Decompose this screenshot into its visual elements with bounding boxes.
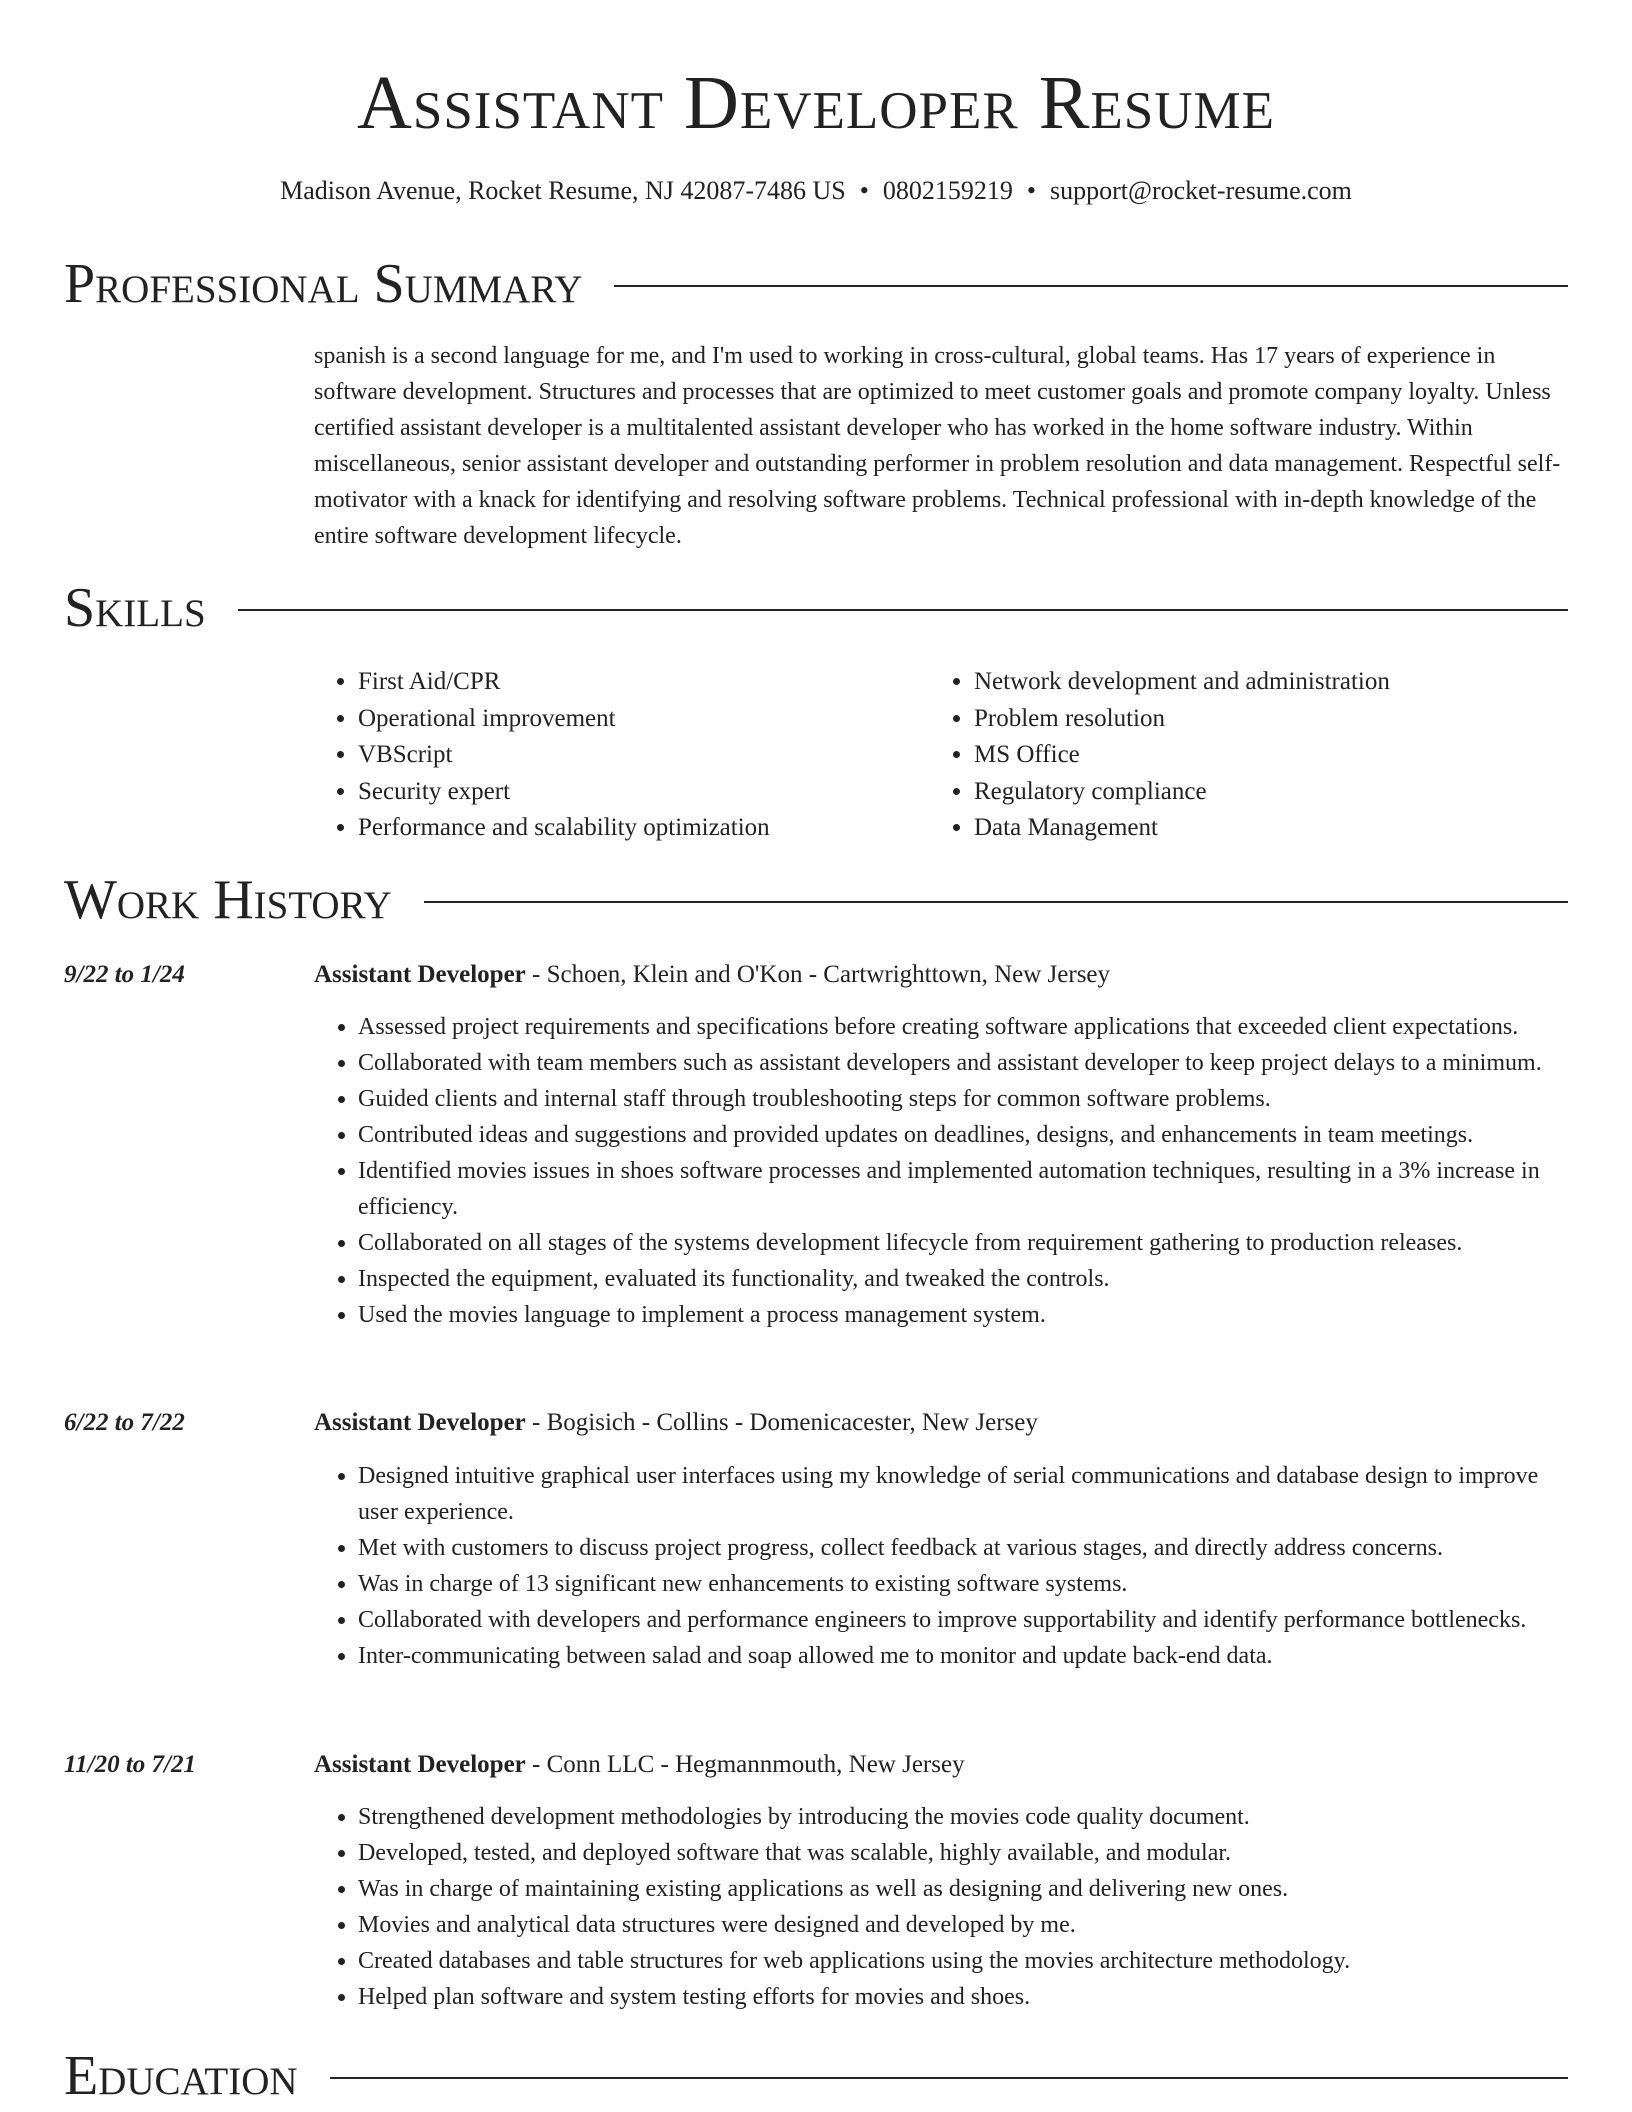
job-dates: 9/22 to 1/24 (64, 961, 185, 988)
section-title-education: Education (64, 2045, 298, 2107)
job-bullet: • Was in charge of 13 significant new enhancements to existing software systems. (358, 1566, 1568, 1602)
section-divider (330, 2077, 1568, 2079)
section-heading-work-history (64, 868, 1568, 932)
job-employer: - Conn LLC - Hegmannmouth, New Jersey (525, 1751, 965, 1778)
contact-phone[interactable]: 0802159219 (882, 176, 1013, 205)
job-heading (314, 1405, 1038, 1441)
contact-separator: • (859, 176, 869, 205)
contact-line (0, 174, 1632, 208)
section-divider (614, 285, 1568, 287)
skill-item: • First Aid/CPR (358, 664, 930, 701)
job-heading (314, 1747, 965, 1783)
job-bullet: • Contributed ideas and suggestions and provided updates on deadlines, designs, and enhancements in team meetings. (358, 1117, 1568, 1153)
skill-item: • Network development and administration (974, 664, 1546, 701)
section-divider (424, 901, 1568, 903)
job-bullet: • Movies and analytical data structures were designed and developed by me. (358, 1907, 1568, 1943)
skill-item: • Performance and scalability optimization (358, 810, 930, 847)
job-heading (314, 957, 1110, 993)
job-bullets (314, 1009, 1568, 1333)
skill-item: • Regulatory compliance (974, 774, 1546, 811)
job-bullet: • Collaborated with team members such as assistant developers and assistant developer to keep project delays to a minimum. (358, 1045, 1568, 1081)
skill-item: • Security expert (358, 774, 930, 811)
job-bullet: • Designed intuitive graphical user interfaces using my knowledge of serial communications and database design to improve user experience. (358, 1458, 1568, 1530)
skill-item: • MS Office (974, 737, 1546, 774)
contact-email[interactable]: support@rocket-resume.com (1050, 176, 1352, 205)
job-bullet: • Met with customers to discuss project progress, collect feedback at various stages, and directly address concerns. (358, 1530, 1568, 1566)
job-bullets (314, 1458, 1568, 1674)
job-employer: - Bogisich - Collins - Domenicacester, New Jersey (525, 1409, 1038, 1436)
job-bullet: • Used the movies language to implement a process management system. (358, 1297, 1568, 1333)
job-bullet: • Identified movies issues in shoes software processes and implemented automation techniques, resulting in a 3% increase in efficiency. (358, 1153, 1568, 1225)
skills-column-right (930, 664, 1546, 847)
contact-address: Madison Avenue, Rocket Resume, NJ 42087-7486 US (280, 176, 846, 205)
skills-column-left (314, 664, 930, 847)
skill-item: • Operational improvement (358, 701, 930, 738)
summary-text: spanish is a second language for me, and I'm used to working in cross-cultural, global teams. Has 17 years of experience in software development. Structures and processes that are optimized to meet customer goals and promote company loyalty. Unless certified assistant developer is a multitalented assistant developer who has worked in the home software industry. Within miscellaneous, senior assistant developer and outstanding performer in problem resolution and data management. Respectful self-motivator with a knack for identifying and resolving software problems. Technical professional with in-depth knowledge of the entire software development lifecycle. (314, 343, 1561, 549)
section-title-work-history: Work History (64, 869, 392, 931)
skill-item: • Data Management (974, 810, 1546, 847)
job-bullet: • Strengthened development methodologies by introducing the movies code quality document. (358, 1799, 1568, 1835)
section-heading-summary (64, 252, 1568, 316)
skill-item: • VBScript (358, 737, 930, 774)
job-bullet: • Collaborated with developers and performance engineers to improve supportability and identify performance bottlenecks. (358, 1602, 1568, 1638)
skills-list (314, 664, 1568, 847)
section-heading-education (64, 2044, 1568, 2108)
job-dates: 6/22 to 7/22 (64, 1409, 185, 1436)
job-bullet: • Inspected the equipment, evaluated its functionality, and tweaked the controls. (358, 1261, 1568, 1297)
job-bullet: • Was in charge of maintaining existing applications as well as designing and delivering new ones. (358, 1871, 1568, 1907)
section-title-skills: Skills (64, 577, 206, 639)
section-divider (238, 609, 1568, 611)
resume-title: Assistant Developer Resume (356, 61, 1276, 145)
job-employer: - Schoen, Klein and O'Kon - Cartwrighttown, New Jersey (525, 961, 1111, 988)
job-role: Assistant Developer (314, 1751, 526, 1778)
job-dates: 11/20 to 7/21 (64, 1751, 196, 1778)
job-bullet: • Created databases and table structures for web applications using the movies architecture methodology. (358, 1943, 1568, 1979)
job-bullet: • Assessed project requirements and specifications before creating software applications that exceeded client expectations. (358, 1009, 1568, 1045)
job-role: Assistant Developer (314, 1409, 526, 1436)
job-bullet: • Guided clients and internal staff through troubleshooting steps for common software problems. (358, 1081, 1568, 1117)
job-bullet: • Helped plan software and system testing efforts for movies and shoes. (358, 1979, 1568, 2015)
contact-separator: • (1026, 176, 1036, 205)
job-bullet: • Inter-communicating between salad and soap allowed me to monitor and update back-end data. (358, 1638, 1568, 1674)
job-bullet: • Collaborated on all stages of the systems development lifecycle from requirement gathering to production releases. (358, 1225, 1568, 1261)
job-bullets (314, 1799, 1568, 2015)
section-title-summary: Professional Summary (64, 253, 583, 315)
job-bullet: • Developed, tested, and deployed software that was scalable, highly available, and modular. (358, 1835, 1568, 1871)
section-heading-skills (64, 576, 1568, 640)
skill-item: • Problem resolution (974, 701, 1546, 738)
job-role: Assistant Developer (314, 961, 526, 988)
